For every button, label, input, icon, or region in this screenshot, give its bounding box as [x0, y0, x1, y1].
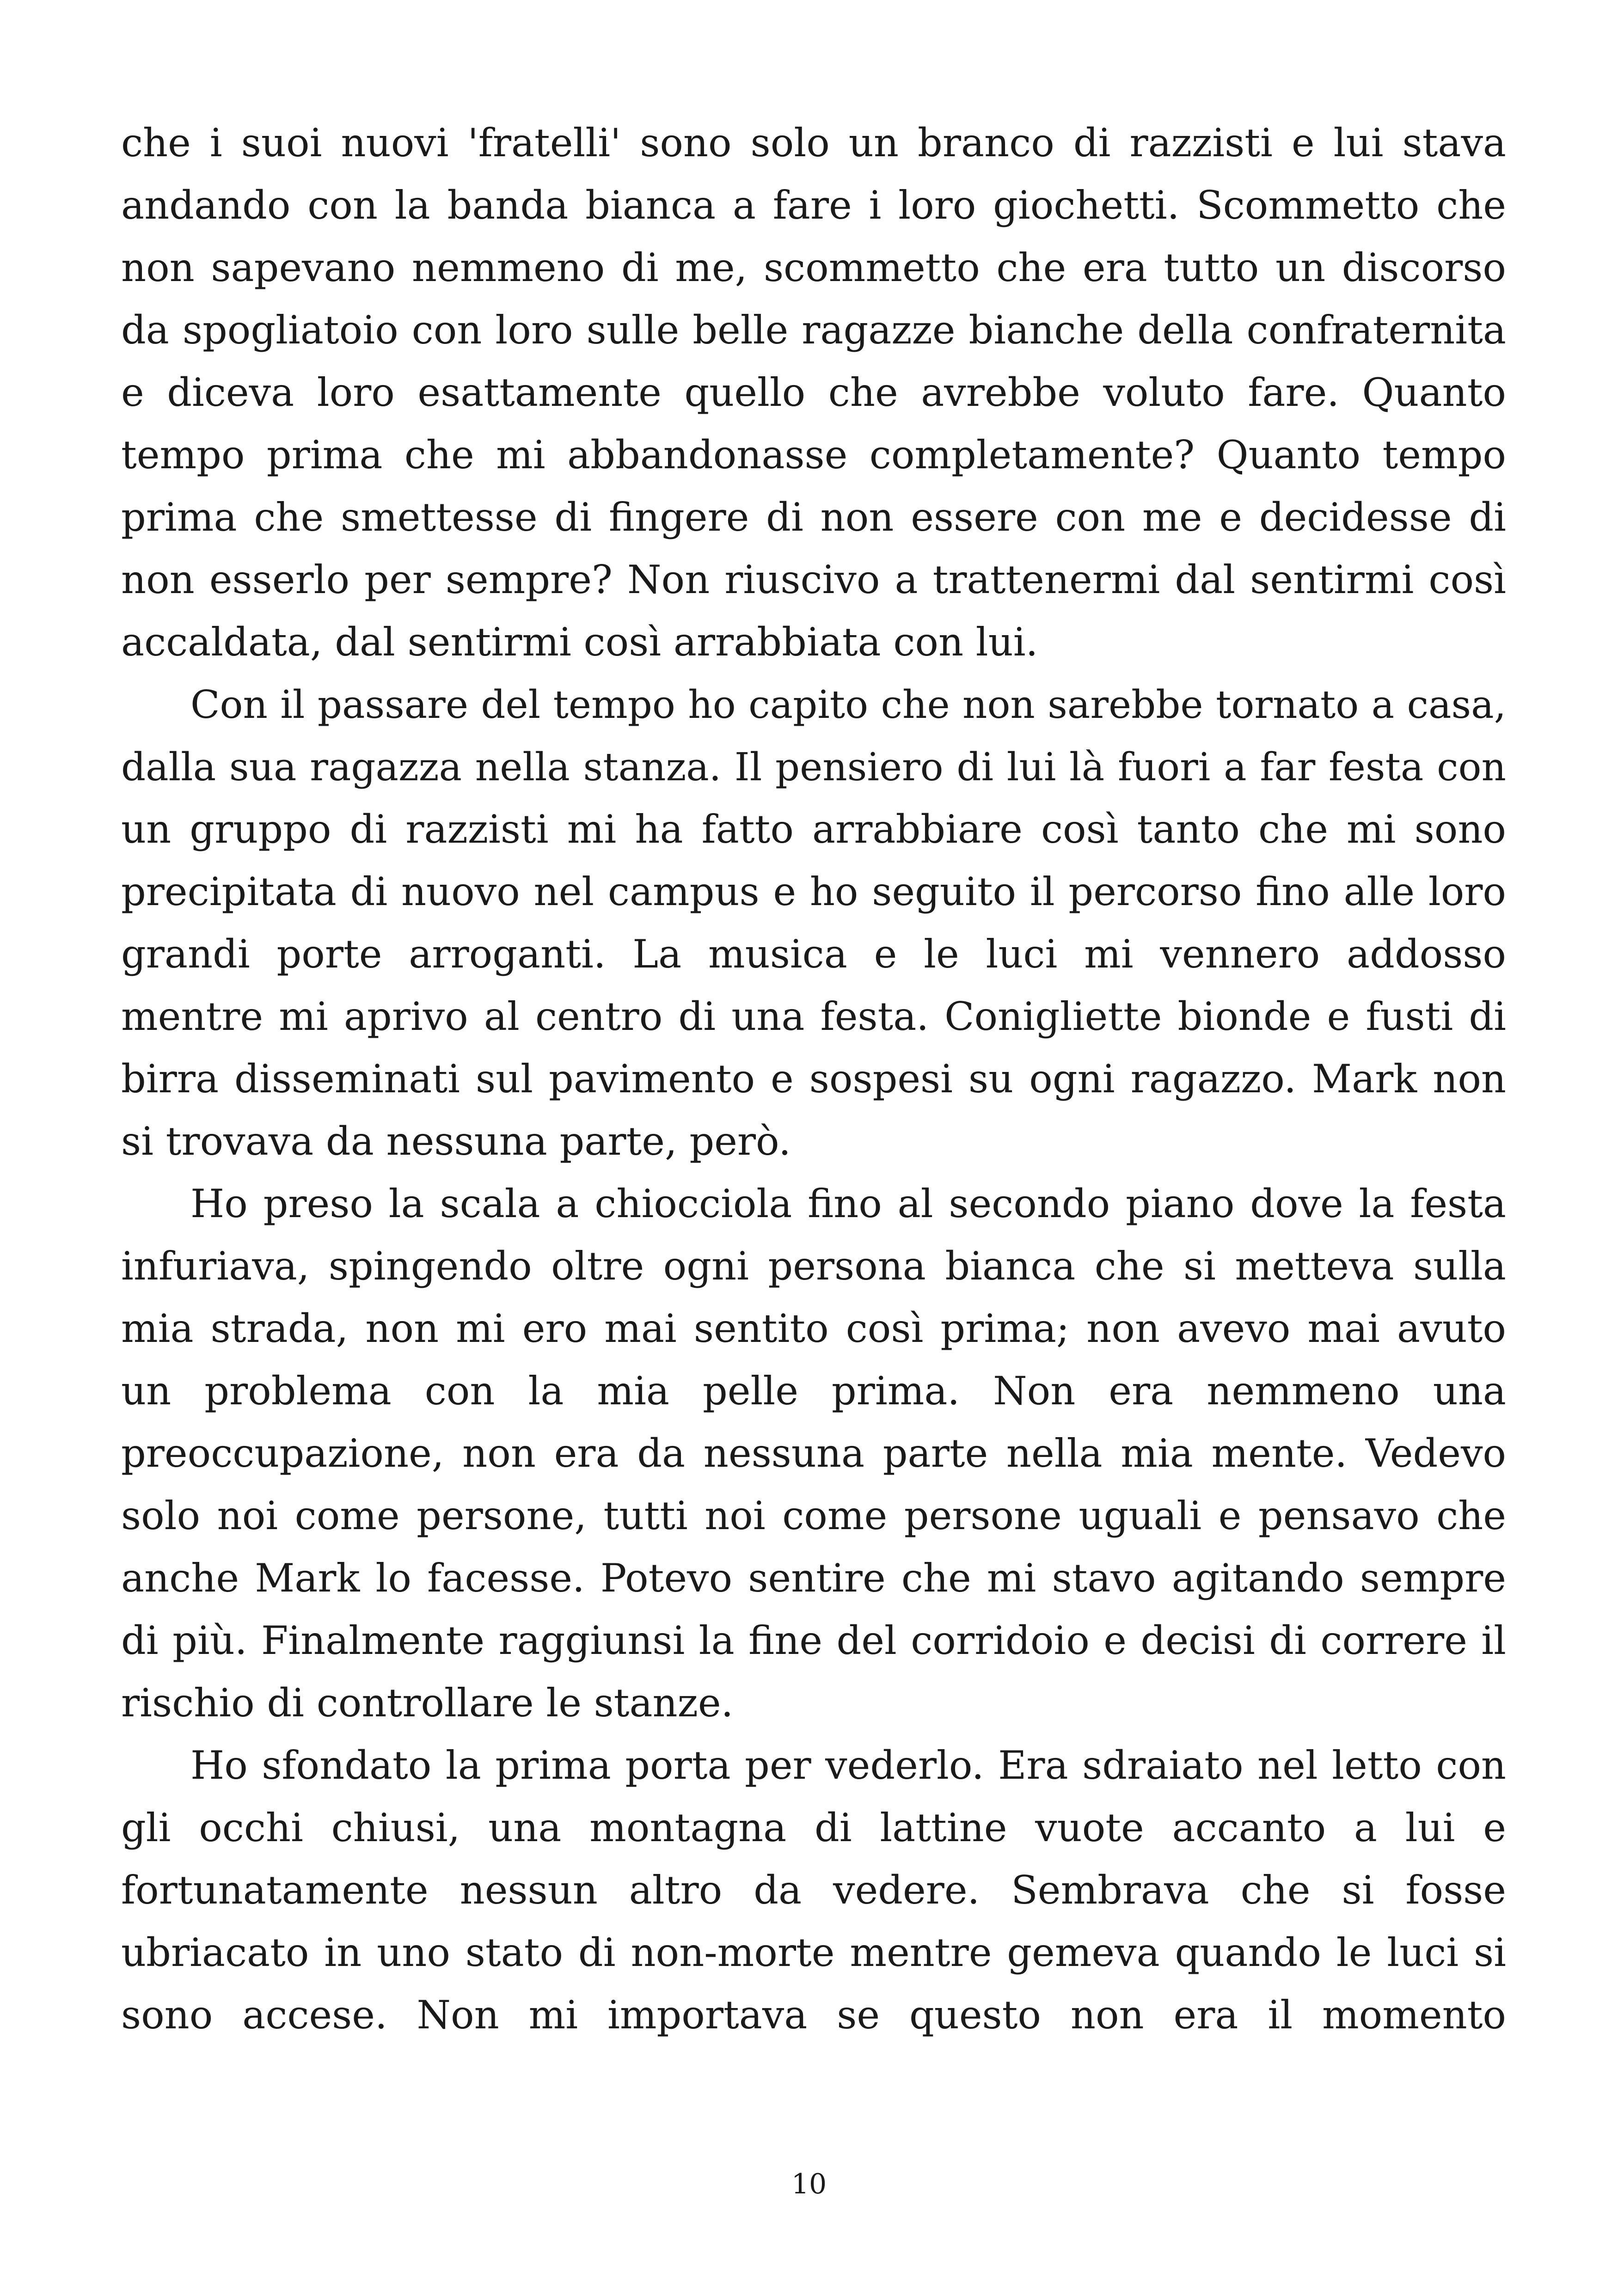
text-line: infuriava, spingendo oltre ogni persona bianca che si metteva sulla — [121, 1243, 1506, 1289]
text-line: birra disseminati sul pavimento e sospesi su ogni ragazzo. Mark non — [121, 1056, 1506, 1102]
text-line: preoccupazione, non era da nessuna parte nella mia mente. Vedevo — [121, 1431, 1506, 1476]
text-line: e diceva loro esattamente quello che avrebbe voluto fare. Quanto — [121, 370, 1506, 415]
text-line: fortunatamente nessun altro da vedere. Sembrava che si fosse — [121, 1867, 1506, 1913]
text-line: ubriacato in uno stato di non-morte mentre gemeva quando le luci si — [121, 1930, 1506, 1975]
text-line: mentre mi aprivo al centro di una festa. Conigliette bionde e fusti di — [121, 994, 1506, 1039]
text-line: mia strada, non mi ero mai sentito così prima; non avevo mai avuto — [121, 1306, 1506, 1351]
text-line: andando con la banda bianca a fare i loro giochetti. Scommetto che — [121, 183, 1506, 228]
text-line: un gruppo di razzisti mi ha fatto arrabbiare così tanto che mi sono — [121, 807, 1506, 852]
text-line: Con il passare del tempo ho capito che non sarebbe tornato a casa, — [190, 682, 1506, 727]
text-line: anche Mark lo facesse. Potevo sentire che mi stavo agitando sempre — [121, 1555, 1506, 1601]
text-line: grandi porte arroganti. La musica e le luci mi vennero addosso — [121, 931, 1506, 977]
text-line: accaldata, dal sentirmi così arrabbiata con lui. — [121, 619, 1038, 665]
text-line: un problema con la mia pelle prima. Non era nemmeno una — [121, 1368, 1506, 1414]
text-line: prima che smettesse di fingere di non essere con me e decidesse di — [121, 495, 1506, 540]
text-line: che i suoi nuovi 'fratelli' sono solo un branco di razzisti e lui stava — [121, 120, 1506, 165]
text-line: di più. Finalmente raggiunsi la fine del corridoio e decisi di correre il — [121, 1618, 1506, 1663]
text-line: da spogliatoio con loro sulle belle ragazze bianche della confraternita — [121, 307, 1506, 353]
text-line: Ho sfondato la prima porta per vederlo. Era sdraiato nel letto con — [190, 1743, 1506, 1788]
text-line: Ho preso la scala a chiocciola fino al secondo piano dove la festa — [190, 1181, 1506, 1226]
text-line: sono accese. Non mi importava se questo non era il momento — [121, 1992, 1506, 2038]
page-number: 10 — [791, 2168, 827, 2200]
text-line: dalla sua ragazza nella stanza. Il pensiero di lui là fuori a far festa con — [121, 745, 1506, 790]
text-line: non sapevano nemmeno di me, scommetto che era tutto un discorso — [121, 245, 1506, 290]
text-line: precipitata di nuovo nel campus e ho seguito il percorso fino alle loro — [121, 869, 1506, 914]
text-line: rischio di controllare le stanze. — [121, 1680, 734, 1726]
text-line: gli occhi chiusi, una montagna di lattine vuote accanto a lui e — [121, 1805, 1506, 1850]
text-line: si trovava da nessuna parte, però. — [121, 1119, 791, 1164]
text-line: tempo prima che mi abbandonasse completamente? Quanto tempo — [121, 432, 1506, 478]
text-line: solo noi come persone, tutti noi come persone uguali e pensavo che — [121, 1493, 1506, 1538]
body-text — [121, 112, 1506, 2046]
text-line: non esserlo per sempre? Non riuscivo a trattenermi dal sentirmi così — [121, 557, 1506, 602]
